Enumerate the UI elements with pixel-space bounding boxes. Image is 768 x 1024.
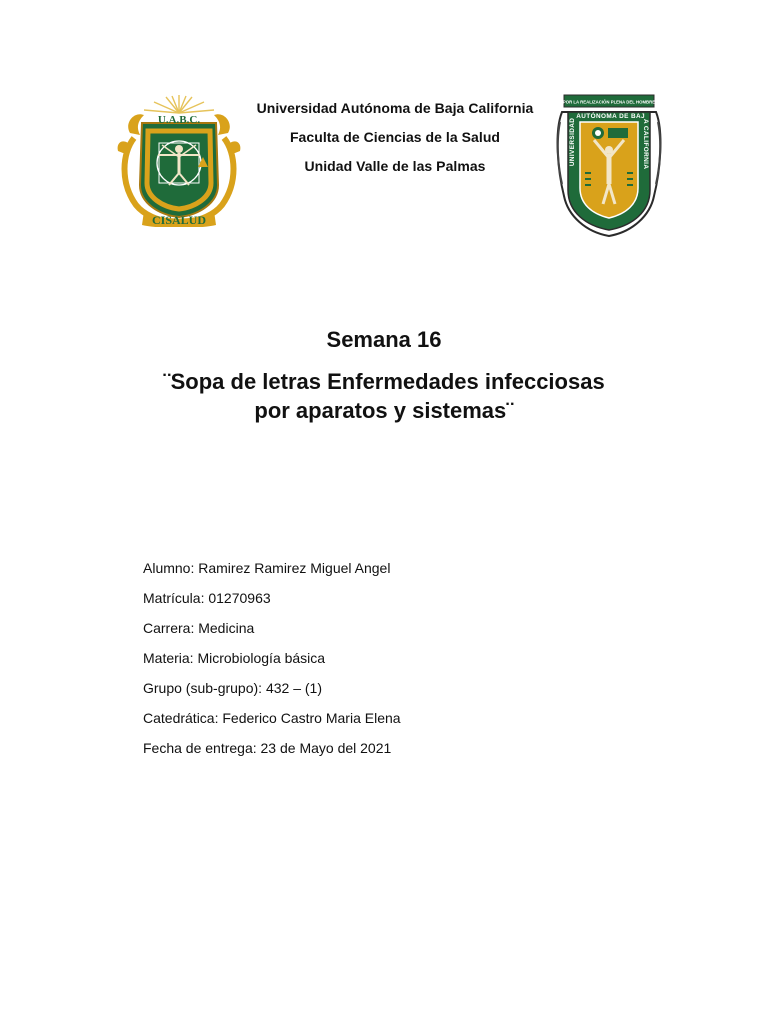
group: Grupo (sub-grupo): 432 – (1) <box>143 680 322 696</box>
uabc-motto-text: POR LA REALIZACIÓN PLENA DEL HOMBRE <box>562 99 656 105</box>
uabc-shield-icon <box>556 92 662 238</box>
unit-name: Unidad Valle de las Palmas <box>304 158 486 174</box>
uabc-ring-text: UNIVERSIDAD AUTÓNOMA DE BAJA CALIFORNIA <box>569 113 649 170</box>
student-info <box>143 553 401 763</box>
professor: Catedrática: Federico Castro Maria Elena <box>143 710 401 726</box>
cisalud-bottom-text: CISALUD <box>151 213 207 227</box>
cisalud-top-text: U.A.B.C. <box>157 114 201 126</box>
university-name: Universidad Autónoma de Baja California <box>256 100 534 116</box>
week-title: Semana 16 <box>326 327 442 352</box>
assignment-title-line-2: por aparatos y sistemas¨ <box>254 398 514 423</box>
career: Carrera: Medicina <box>143 620 255 636</box>
assignment-title-line-1: ¨Sopa de letras Enfermedades infecciosas <box>163 369 605 394</box>
title-block <box>0 325 768 425</box>
student-id: Matrícula: 01270963 <box>143 590 271 606</box>
faculty-name: Faculta de Ciencias de la Salud <box>289 129 501 145</box>
header-block <box>200 94 590 181</box>
due-date: Fecha de entrega: 23 de Mayo del 2021 <box>143 740 392 756</box>
assignment-title <box>0 367 768 425</box>
subject: Materia: Microbiología básica <box>143 650 326 666</box>
student-name: Alumno: Ramirez Ramirez Miguel Angel <box>143 560 391 576</box>
